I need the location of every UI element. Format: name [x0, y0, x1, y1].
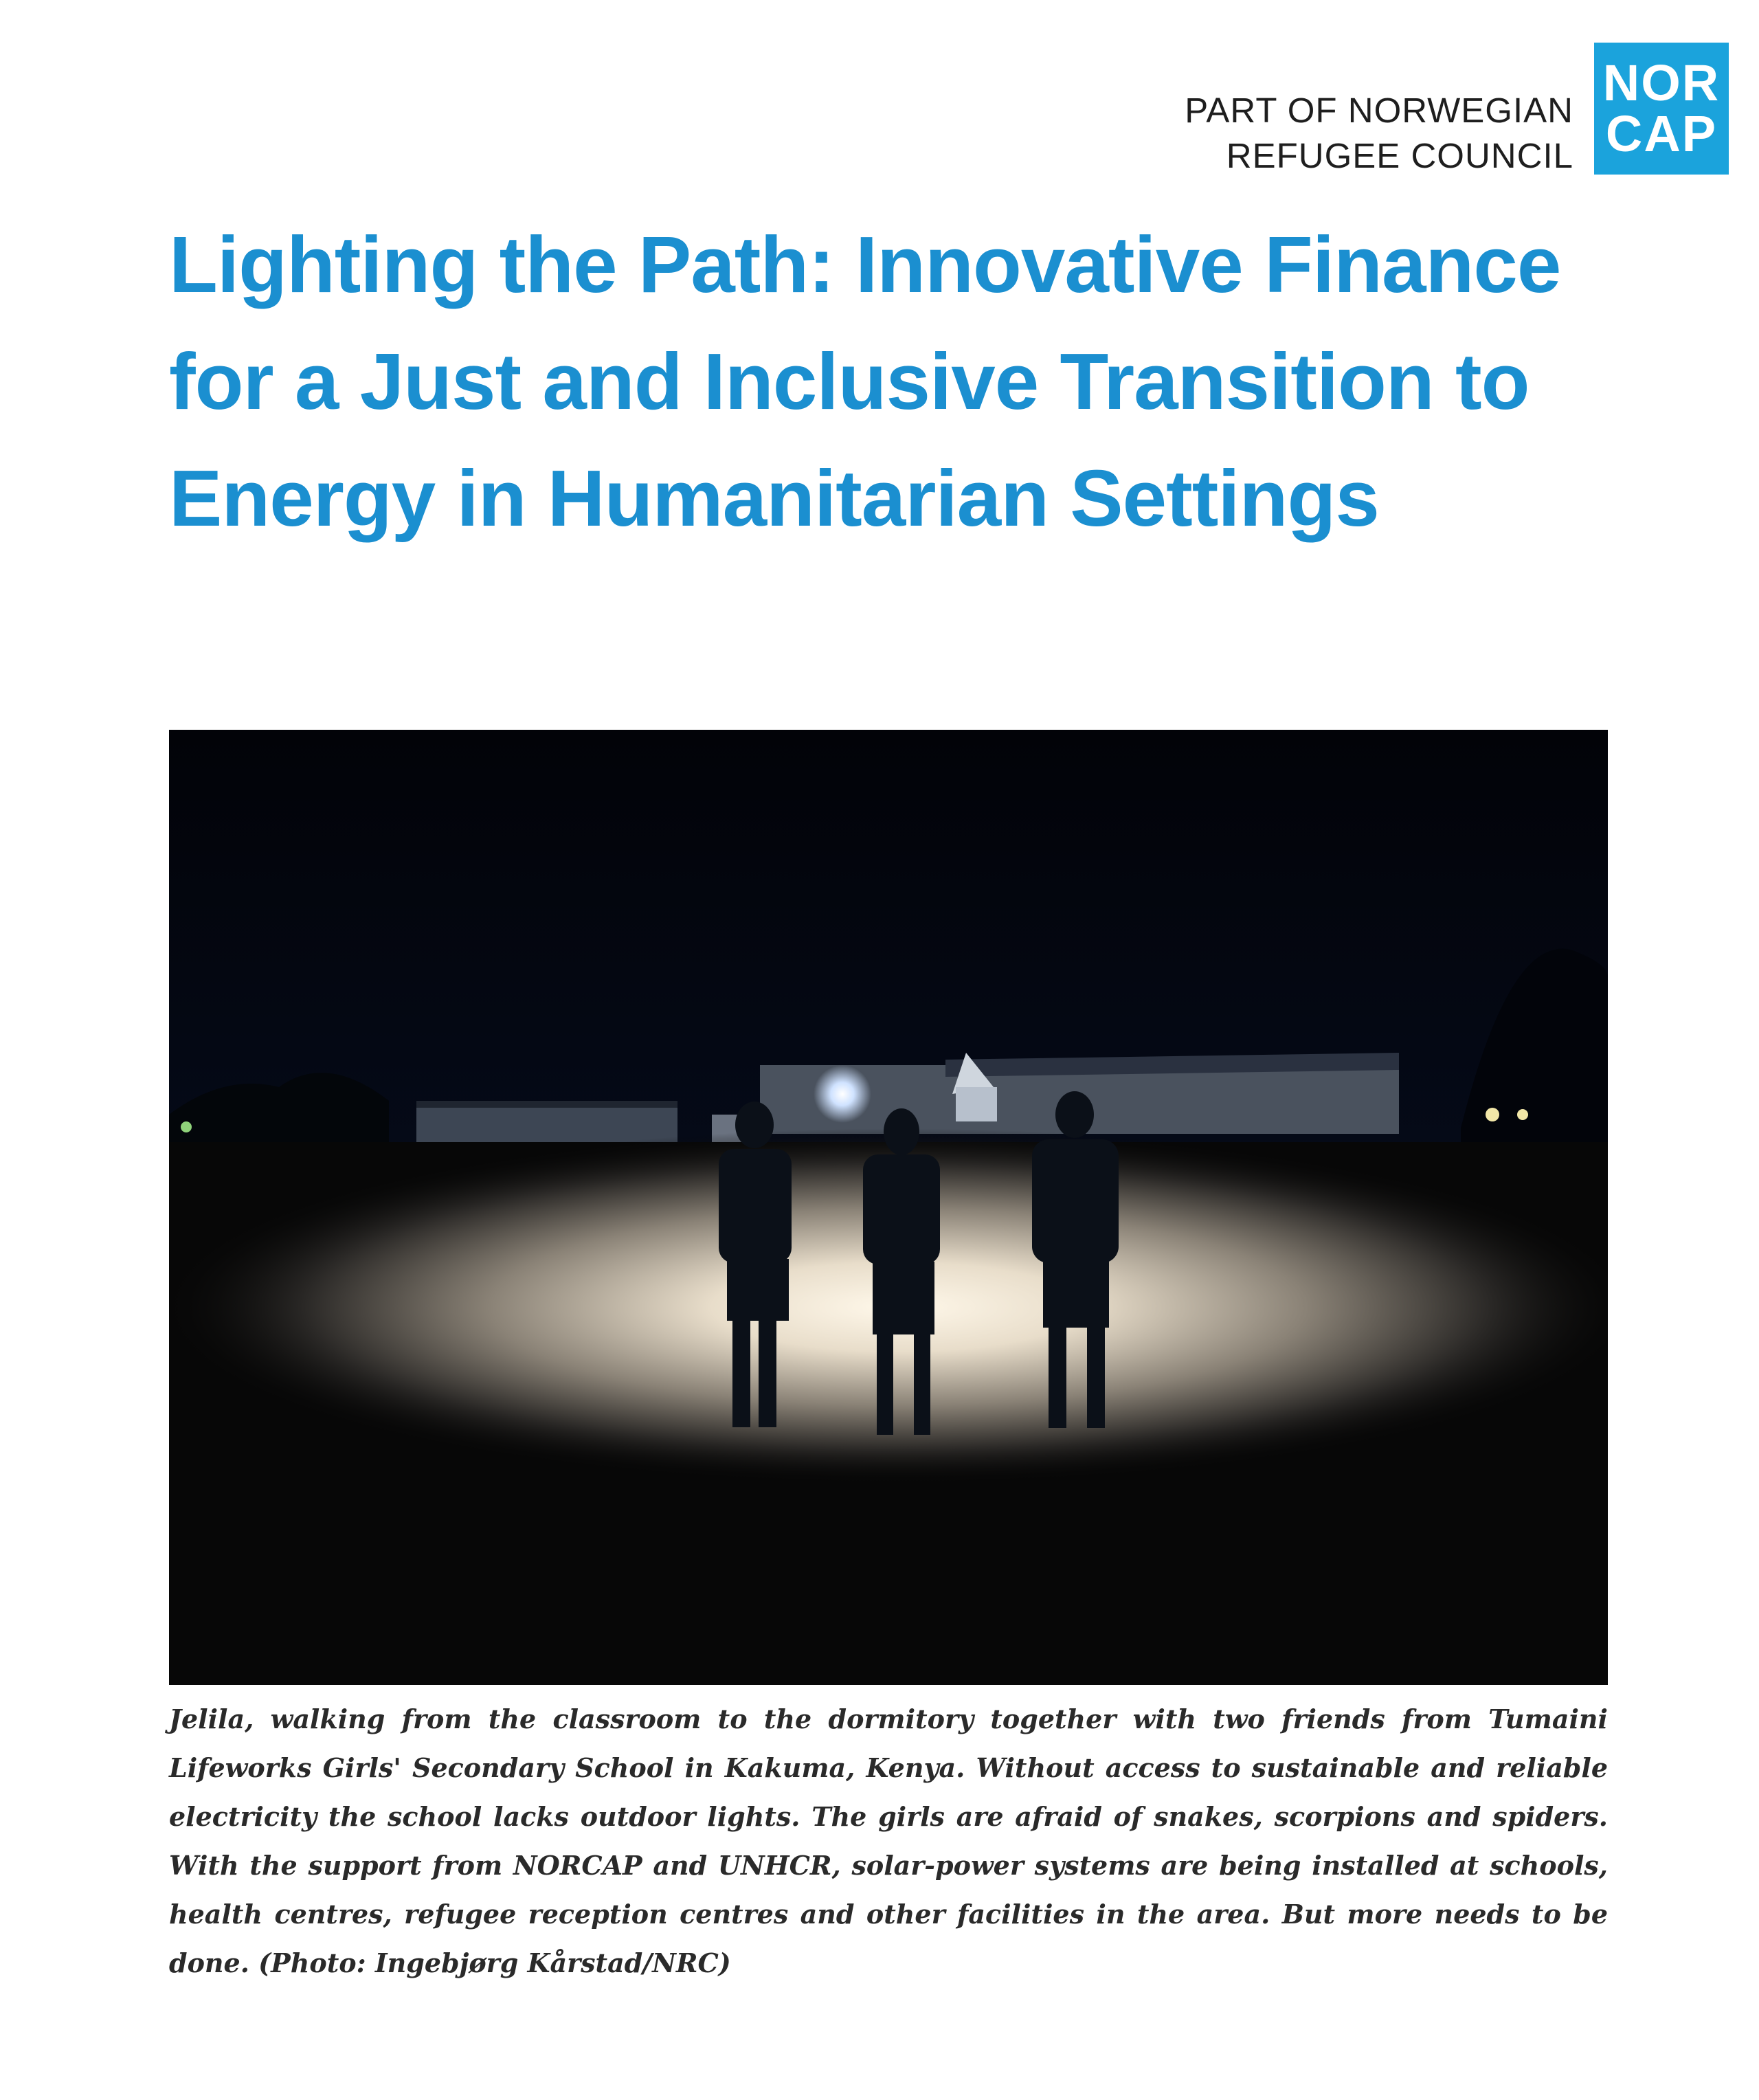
logo-line-2: CAP [1605, 105, 1718, 162]
org-line-1: PART OF NORWEGIAN [1185, 91, 1573, 130]
title-line-3: Energy in Humanitarian Settings [169, 454, 1379, 543]
photo-caption: Jelila, walking from the classroom to the dormitory together with two friends from Tumaini Lifeworks Girls' Secondary School in Kakuma, Kenya. Without access to sustainable and reliable electricity the school lacks outdoor lights. The girls are afraid of snakes, scorpions and spiders. With the support from NORCAP and UNHCR, solar-power systems are being installed at schools, health centres, refugee reception centres and other facilities in the area. But more needs to be done. (Photo: Ingebjørg Kårstad/NRC) [169, 1704, 1608, 1978]
org-line-2: REFUGEE COUNCIL [1226, 136, 1573, 175]
logo-line-1: NOR [1602, 54, 1721, 111]
title-line-2: for a Just and Inclusive Transition to [169, 337, 1530, 426]
cover-photo [169, 730, 1608, 1685]
title-line-1: Lighting the Path: Innovative Finance [169, 220, 1561, 309]
org-affiliation [1161, 88, 1573, 179]
norcap-logo [1594, 43, 1729, 175]
page-title [169, 206, 1626, 557]
